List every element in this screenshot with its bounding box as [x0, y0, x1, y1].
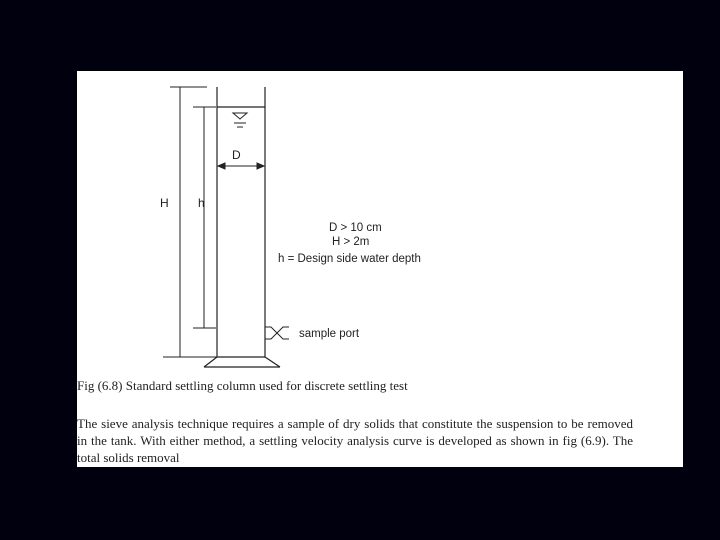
body-paragraph: The sieve analysis technique requires a sample of dry solids that constitute the suspension to be removed in the tank. With either method, a settling velocity analysis curve is developed as shown in fig (6.9). The total solids removal	[77, 416, 633, 465]
figure-caption: Fig (6.8) Standard settling column used for discrete settling test	[77, 378, 408, 393]
spec-depth: h = Design side water depth	[278, 253, 421, 265]
sample-port-label: sample port	[299, 328, 360, 340]
settling-column-diagram	[77, 71, 683, 371]
settling-column	[204, 87, 280, 367]
slide	[77, 71, 683, 467]
spec-diameter: D > 10 cm	[329, 222, 382, 234]
label-D: D	[232, 148, 241, 162]
depth-h-dimension	[193, 107, 216, 328]
label-h: h	[198, 196, 205, 210]
sample-port-icon	[265, 327, 289, 339]
water-surface-icon	[233, 113, 247, 127]
diameter-D-dimension	[218, 163, 264, 169]
height-H-dimension	[163, 87, 217, 357]
label-H: H	[160, 196, 169, 210]
spec-height: H > 2m	[332, 236, 370, 248]
